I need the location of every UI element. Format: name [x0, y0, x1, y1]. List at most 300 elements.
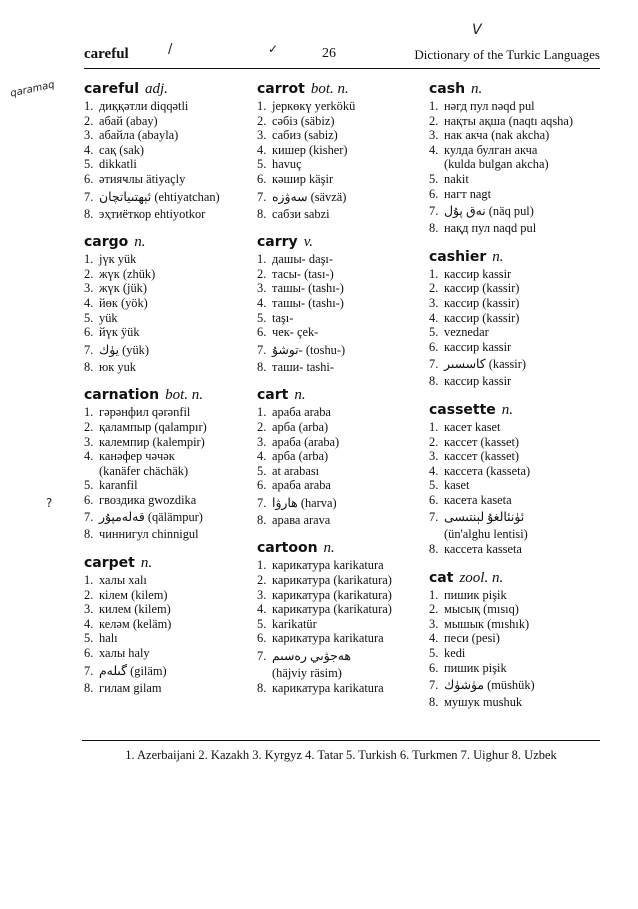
dictionary-entry [257, 80, 425, 221]
translation-line [257, 207, 425, 222]
entry-headword [84, 386, 254, 404]
translation-line [84, 507, 254, 527]
translation-text: kedi [444, 646, 466, 661]
translation-line [84, 114, 254, 129]
translation-text: әтияҹлы ätiyaçly [99, 171, 186, 186]
language-number: 3. [429, 295, 439, 310]
headword: cassette [429, 401, 496, 418]
dictionary-entry [84, 80, 254, 221]
language-number: 1. [84, 405, 94, 420]
part-of-speech: n. [134, 234, 146, 251]
translation-text: кишер (kisher) [272, 142, 348, 157]
translation-line [257, 478, 425, 493]
translation-text: yük [99, 310, 118, 325]
entry-headword [84, 554, 254, 572]
language-number: 6. [84, 171, 94, 186]
translation-line [257, 681, 425, 696]
translation-line [257, 588, 425, 603]
language-number: 3. [84, 281, 94, 296]
translation-text: мышык (mıshık) [444, 616, 530, 631]
header-rule [84, 68, 600, 69]
translation-line [429, 420, 601, 435]
translation-text: at arabası [272, 463, 320, 478]
translation-line [429, 527, 601, 542]
language-number: 2. [429, 281, 439, 296]
part-of-speech: n. [323, 540, 335, 557]
entry-headword [429, 401, 601, 419]
translation-text: ташы- (tashı-) [272, 295, 344, 310]
dictionary-entry [84, 386, 254, 542]
language-number: 4. [84, 142, 94, 157]
translation-text: јеркөкү yerkökü [272, 99, 356, 113]
language-number: 4. [429, 463, 439, 478]
translation-line [84, 296, 254, 311]
translation-text: havuç [272, 157, 302, 172]
language-number: 5. [429, 171, 439, 186]
translation-text: йөк (yök) [99, 295, 148, 310]
translation-text: халы xalı [99, 573, 147, 588]
check-mark: ✓ [268, 42, 279, 56]
margin-handwritten-note: qaramaq [9, 79, 56, 100]
translation-text: песи (pesi) [444, 631, 500, 646]
translation-text: жүк (zhük) [99, 266, 156, 281]
language-number: 1. [429, 419, 439, 434]
translation-text: араба (araba) [272, 434, 340, 449]
language-number: 1. [429, 587, 439, 602]
language-number: 5. [257, 463, 267, 478]
translation-text: карикатура (karikatura) [272, 573, 392, 588]
translation-line [84, 128, 254, 143]
translation-text: مۈشۈك (müshük) [444, 678, 535, 693]
translation-line [84, 143, 254, 158]
translation-text: кассир (kassir) [444, 310, 520, 325]
translation-text: сәбіз (säbiz) [272, 113, 335, 128]
translation-line [429, 296, 601, 311]
language-number: 1. [84, 573, 94, 588]
entry-headword [429, 248, 601, 266]
translation-line [429, 588, 601, 603]
translation-line [84, 464, 254, 479]
language-number: 8. [84, 527, 94, 542]
translation-text: канәфер чәчәк [99, 449, 175, 464]
translation-line [429, 507, 601, 527]
translation-text: кассир (kassir) [444, 281, 520, 296]
translation-text: кілем (kilem) [99, 587, 168, 602]
translation-text: кассир kassir [444, 266, 512, 281]
language-number: 7. [84, 510, 94, 525]
translation-line [429, 354, 601, 374]
language-number: 3. [84, 602, 94, 617]
translation-text: пишик pişik [444, 587, 507, 602]
translation-text: нак акча (nak akcha) [444, 128, 550, 143]
translation-line [429, 661, 601, 676]
guide-word: careful [84, 46, 129, 62]
language-number: 5. [257, 310, 267, 325]
translation-line [429, 114, 601, 129]
translation-line [84, 267, 254, 282]
language-number: 7. [257, 189, 267, 204]
translation-line [84, 172, 254, 187]
translation-line [257, 646, 425, 666]
translation-text: қалампыр (qalampır) [99, 419, 207, 434]
language-number: 2. [257, 419, 267, 434]
translation-line [84, 617, 254, 632]
translation-text: арба (arba) [272, 449, 329, 464]
translation-line [257, 573, 425, 588]
translation-line [429, 542, 601, 557]
translation-line [84, 435, 254, 450]
language-number: 2. [84, 587, 94, 602]
pen-mark: / [168, 42, 173, 57]
translation-line [84, 281, 254, 296]
translation-text: taşı- [272, 310, 294, 325]
translation-line [429, 631, 601, 646]
translation-text: (ün'alghu lentisi) [444, 527, 528, 542]
translation-line [84, 252, 254, 267]
dictionary-entry [429, 569, 601, 710]
translation-line [257, 617, 425, 632]
language-number: 6. [429, 660, 439, 675]
language-number: 8. [257, 206, 267, 221]
language-number: 3. [429, 616, 439, 631]
translation-text: чиннигул chinnigul [99, 527, 199, 542]
translation-line [257, 252, 425, 267]
translation-text: чек- çek- [272, 325, 319, 340]
translation-text: гәрәнфил qərənfil [99, 405, 191, 420]
translation-line [429, 267, 601, 282]
language-number: 6. [257, 325, 267, 340]
page-number: 26 [322, 46, 336, 61]
translation-line [84, 449, 254, 464]
entry-headword [84, 233, 254, 251]
translation-text: карикатура karikatura [272, 631, 384, 646]
language-number: 7. [84, 342, 94, 357]
language-number: 6. [257, 478, 267, 493]
translation-line [84, 588, 254, 603]
part-of-speech: n. [294, 387, 306, 404]
translation-text: карикатура (karikatura) [272, 587, 392, 602]
translation-text: мушук mushuk [444, 695, 523, 710]
translation-line [429, 325, 601, 340]
language-number: 2. [84, 419, 94, 434]
translation-text: кассир (kassir) [444, 295, 520, 310]
language-number: 7. [429, 357, 439, 372]
translation-text: жүк (jük) [99, 281, 147, 296]
translation-line [84, 325, 254, 340]
headword: careful [84, 81, 140, 97]
language-number: 2. [429, 602, 439, 617]
dictionary-entry [429, 401, 601, 557]
translation-text: арба (arba) [272, 419, 329, 434]
translation-text: ھەجۋىي رەسىم [272, 649, 351, 664]
translation-line [257, 128, 425, 143]
language-number: 4. [429, 142, 439, 157]
translation-line [84, 681, 254, 696]
translation-line [429, 464, 601, 479]
headword: cat [429, 569, 454, 586]
translation-line [257, 187, 425, 207]
translation-line [257, 311, 425, 326]
language-number: 3. [429, 128, 439, 143]
translation-text: (häjviy räsim) [272, 666, 342, 681]
language-number: 7. [257, 495, 267, 510]
translation-line [84, 99, 254, 114]
headword: carnation [84, 387, 160, 404]
translation-text: карикатура karikatura [272, 680, 384, 695]
translation-line [429, 695, 601, 710]
translation-line [257, 513, 425, 528]
language-number: 4. [429, 631, 439, 646]
translation-line [84, 360, 254, 375]
translation-text: сабзи sabzi [272, 206, 330, 221]
part-of-speech: bot. n. [165, 387, 204, 404]
translation-text: эҳтиёткор ehtiyotkor [99, 206, 206, 221]
part-of-speech: n. [492, 248, 504, 265]
language-number: 7. [429, 204, 439, 219]
translation-text: сақ (sak) [99, 142, 145, 157]
translation-line [257, 666, 425, 681]
language-number: 7. [84, 663, 94, 678]
translation-text: ھارۋا (harva) [272, 495, 337, 510]
language-number: 5. [429, 325, 439, 340]
translation-line [84, 420, 254, 435]
translation-text: килем (kilem) [99, 602, 171, 617]
headword: cartoon [257, 540, 318, 557]
language-number: 3. [429, 449, 439, 464]
language-number: 8. [257, 359, 267, 374]
translation-text: نەق پۇل (näq pul) [444, 204, 534, 219]
headword: cashier [429, 248, 487, 265]
translation-line [84, 631, 254, 646]
translation-text: dikkatli [99, 157, 137, 172]
translation-text: гвоздика gwozdika [99, 492, 197, 507]
language-number: 1. [429, 99, 439, 113]
language-number: 6. [429, 186, 439, 201]
language-number: 5. [257, 157, 267, 172]
language-number: 7. [429, 678, 439, 693]
language-number: 4. [257, 602, 267, 617]
translation-text: кулда булган акча [444, 142, 538, 157]
translation-line [257, 420, 425, 435]
translation-text: нақты ақша (naqtı aqsha) [444, 113, 573, 128]
translation-text: ئېھتىياتچان (ehtiyatchan) [99, 189, 220, 204]
language-number: 1. [257, 405, 267, 420]
translation-line [257, 631, 425, 646]
translation-line [257, 360, 425, 375]
language-number: 6. [84, 325, 94, 340]
entry-headword [257, 386, 425, 404]
language-number: 6. [84, 646, 94, 661]
language-number: 4. [257, 449, 267, 464]
translation-text: касета kaseta [444, 492, 512, 507]
language-number: 8. [429, 374, 439, 389]
language-number: 7. [429, 510, 439, 525]
translation-text: тасы- (tası-) [272, 266, 334, 281]
language-number: 8. [429, 542, 439, 557]
entry-headword [429, 569, 601, 587]
translation-text: (kulda bulgan akcha) [444, 157, 549, 172]
entry-headword [257, 233, 425, 251]
entry-headword [257, 80, 425, 98]
language-number: 6. [84, 492, 94, 507]
translation-line [257, 464, 425, 479]
translation-line [429, 340, 601, 355]
translation-text: пишик pişik [444, 660, 507, 675]
translation-line [257, 281, 425, 296]
translation-line [84, 661, 254, 681]
translation-text: karanfil [99, 478, 138, 493]
translation-line [257, 296, 425, 311]
translation-text: таши- tashi- [272, 359, 334, 374]
translation-line [429, 675, 601, 695]
translation-text: karikatür [272, 616, 317, 631]
translation-line [429, 157, 601, 172]
translation-line [429, 311, 601, 326]
translation-text: кассета kasseta [444, 542, 522, 557]
book-title: Dictionary of the Turkic Languages [414, 47, 600, 62]
translation-line [257, 99, 425, 114]
margin-question-mark: ? [46, 496, 53, 510]
part-of-speech: zool. n. [459, 569, 504, 586]
language-number: 2. [429, 434, 439, 449]
language-number: 6. [257, 171, 267, 186]
translation-text: дашы- daşı- [272, 252, 333, 267]
language-number: 4. [257, 295, 267, 310]
translation-line [257, 435, 425, 450]
language-number: 1. [429, 266, 439, 281]
translation-text: араба araba [272, 405, 331, 420]
language-number: 3. [257, 587, 267, 602]
language-number: 5. [429, 478, 439, 493]
translation-text: кассет (kasset) [444, 434, 520, 449]
footer-rule [82, 740, 600, 741]
part-of-speech: adj. [145, 81, 168, 97]
translation-line [257, 558, 425, 573]
translation-text: ташы- (tashı-) [272, 281, 344, 296]
part-of-speech: bot. n. [310, 81, 349, 97]
language-number: 3. [84, 128, 94, 143]
translation-text: халы haly [99, 646, 150, 661]
translation-line [429, 187, 601, 202]
translation-line [429, 646, 601, 661]
language-number: 5. [84, 631, 94, 646]
language-number: 8. [257, 680, 267, 695]
translation-text: юк yuk [99, 359, 136, 374]
language-number: 4. [84, 295, 94, 310]
language-number: 2. [84, 266, 94, 281]
translation-line [84, 478, 254, 493]
language-number: 7. [84, 189, 94, 204]
translation-line [429, 99, 601, 114]
translation-text: halı [99, 631, 118, 646]
column-right [429, 80, 601, 722]
translation-text: абай (abay) [99, 113, 158, 128]
translation-line [257, 602, 425, 617]
translation-text: мысық (mısıq) [444, 602, 519, 617]
translation-line [84, 493, 254, 508]
translation-text: توشۇ- (toshu-) [272, 342, 346, 357]
language-number: 8. [84, 680, 94, 695]
translation-line [257, 493, 425, 513]
translation-text: карикатура (karikatura) [272, 602, 392, 617]
translation-line [429, 128, 601, 143]
translation-text: арава arava [272, 512, 331, 527]
language-number: 8. [429, 221, 439, 236]
translation-line [257, 172, 425, 187]
translation-text: قەلەمپۇر (qälämpur) [99, 510, 203, 525]
language-number: 5. [429, 646, 439, 661]
language-number: 2. [257, 573, 267, 588]
translation-text: ئۈنئالغۇ لېنتىسى [444, 510, 525, 525]
language-number: 2. [429, 113, 439, 128]
headword: carry [257, 234, 298, 251]
translation-text: veznedar [444, 325, 489, 340]
headword: cargo [84, 234, 129, 251]
headword: carpet [84, 555, 135, 572]
translation-text: كاسسىر (kassir) [444, 357, 526, 372]
translation-text: сабиз (sabiz) [272, 128, 338, 143]
translation-line [429, 435, 601, 450]
language-number: 4. [84, 449, 94, 464]
dictionary-entry [84, 554, 254, 695]
language-number: 5. [257, 616, 267, 631]
language-number: 8. [84, 206, 94, 221]
language-number: 8. [84, 359, 94, 374]
column-middle [257, 80, 425, 707]
translation-text: калемпир (kalempir) [99, 434, 205, 449]
translation-line [257, 157, 425, 172]
language-number: 2. [257, 266, 267, 281]
language-number: 4. [429, 310, 439, 325]
translation-line [257, 114, 425, 129]
language-key: 1. Azerbaijani 2. Kazakh 3. Kyrgyz 4. Tatar 5. Turkish 6. Turkmen 7. Uighur 8. Uzbek [125, 748, 557, 762]
translation-line [84, 646, 254, 661]
headword: carrot [257, 81, 305, 97]
language-number: 1. [257, 99, 267, 113]
translation-text: гилам gilam [99, 680, 162, 695]
language-number: 1. [257, 252, 267, 267]
translation-line [429, 449, 601, 464]
language-number: 2. [84, 113, 94, 128]
top-handwritten-mark: V [472, 22, 482, 38]
translation-text: nakit [444, 171, 469, 186]
translation-text: келәм (keläm) [99, 616, 172, 631]
language-number: 6. [429, 492, 439, 507]
translation-text: араба araba [272, 478, 331, 493]
dictionary-entry [257, 386, 425, 527]
dictionary-entry [429, 248, 601, 389]
translation-text: нагт nagt [444, 186, 492, 201]
translation-line [429, 143, 601, 158]
translation-line [429, 221, 601, 236]
dictionary-entry [257, 539, 425, 695]
language-number: 5. [84, 157, 94, 172]
headword: cart [257, 387, 289, 404]
translation-line [84, 311, 254, 326]
language-number: 6. [429, 339, 439, 354]
translation-line [429, 374, 601, 389]
language-number: 5. [84, 310, 94, 325]
translation-text: диққәтли diqqətli [99, 99, 189, 113]
translation-line [429, 201, 601, 221]
translation-line [84, 340, 254, 360]
language-number: 6. [257, 631, 267, 646]
translation-line [84, 187, 254, 207]
entry-headword [84, 80, 254, 98]
translation-line [84, 602, 254, 617]
translation-text: нәгд пул nəqd pul [444, 99, 535, 113]
dictionary-entry [84, 233, 254, 374]
